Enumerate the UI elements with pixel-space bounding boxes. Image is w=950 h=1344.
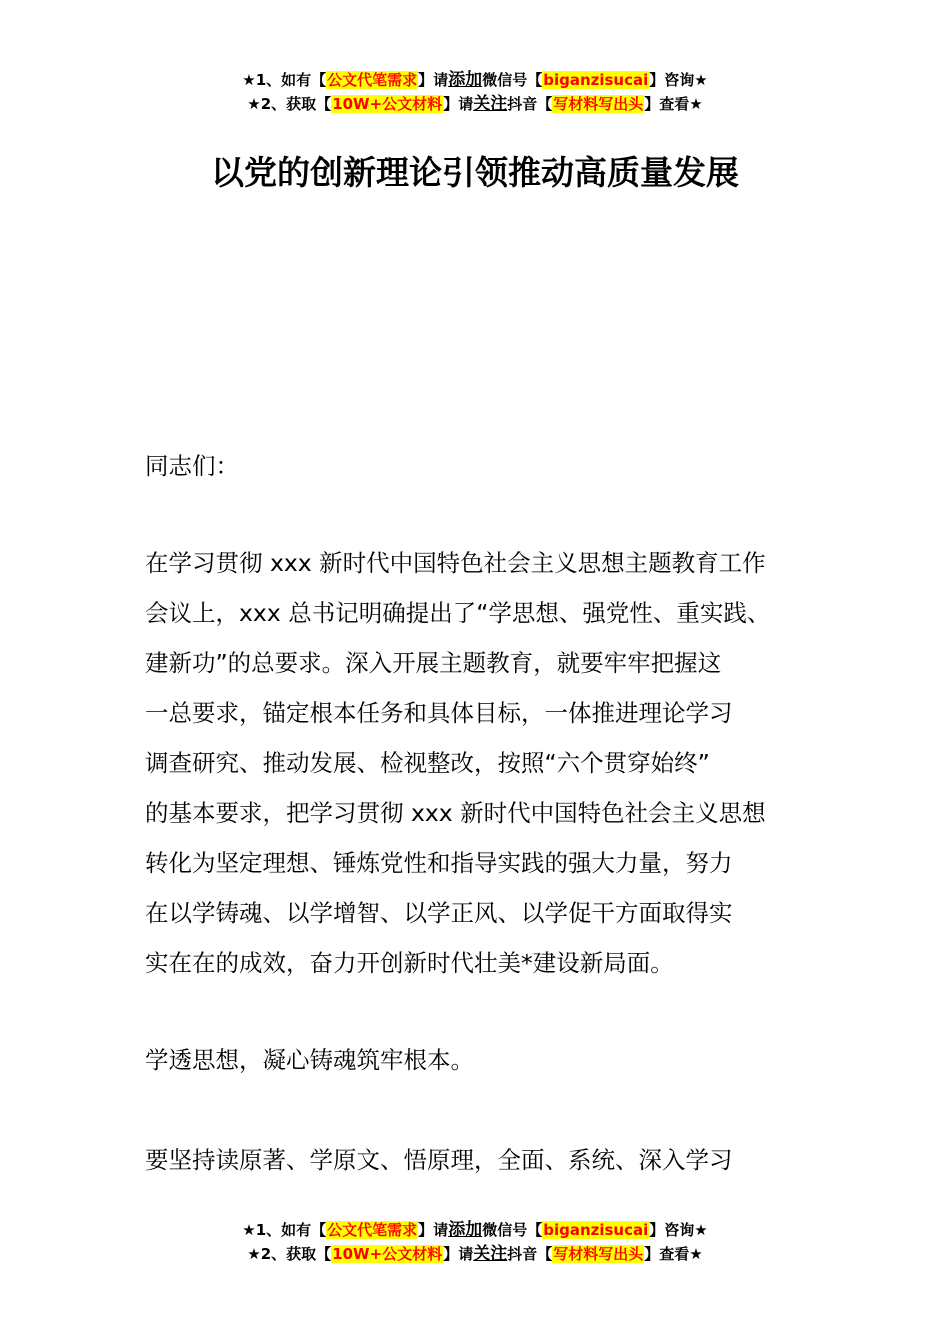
banner-highlight: 公文代笔需求 [327, 71, 418, 89]
banner-emphasis: 关注 [473, 94, 508, 114]
header-banner [0, 68, 950, 116]
paragraph-line: 会议上，xxx 总书记明确提出了“学思想、强党性、重实践、 [145, 599, 771, 627]
paragraph-line: 一总要求，锚定根本任务和具体目标，一体推进理论学习 [145, 699, 733, 727]
banner-text: 】请 [418, 1221, 449, 1239]
banner-highlight: 公文代笔需求 [327, 1221, 418, 1239]
paragraph-line: 实在在的成效，奋力开创新时代壮美*建设新局面。 [145, 949, 674, 977]
paragraph-line: 在学习贯彻 xxx 新时代中国特色社会主义思想主题教育工作 [145, 549, 766, 577]
banner-text: ★1、如有【 [242, 71, 327, 89]
section-heading-text: 学透思想，凝心铸魂筑牢根本。 [145, 1046, 474, 1074]
banner-text: 】查看★ [644, 95, 703, 113]
footer-banner [0, 1218, 950, 1266]
banner-highlight: 10W+公文材料 [332, 95, 443, 113]
paragraph-line: 转化为坚定理想、锤炼党性和指导实践的强大力量，努力 [145, 849, 733, 877]
banner-emphasis: 关注 [473, 1244, 508, 1264]
banner-text: 抖音【 [507, 1245, 553, 1263]
banner-line-2 [0, 1242, 950, 1266]
banner-text: 抖音【 [507, 95, 553, 113]
paragraph-line: 在以学铸魂、以学增智、以学正风、以学促干方面取得实 [145, 899, 733, 927]
banner-highlight: 写材料写出头 [553, 1245, 644, 1263]
paragraph-1 [145, 538, 825, 988]
banner-text: ★2、获取【 [247, 1245, 332, 1263]
banner-line-2 [0, 92, 950, 116]
banner-highlight: biganzisucai [543, 71, 649, 89]
banner-text: 】请 [418, 71, 449, 89]
banner-emphasis: 添加 [448, 1220, 483, 1240]
paragraph-line: 要坚持读原著、学原文、悟原理，全面、系统、深入学习 [145, 1146, 733, 1174]
banner-emphasis: 添加 [448, 70, 483, 90]
banner-text: ★1、如有【 [242, 1221, 327, 1239]
banner-text: 】请 [443, 1245, 474, 1263]
paragraph-2 [145, 1135, 825, 1185]
section-heading [145, 1035, 825, 1085]
banner-text: 】咨询★ [649, 1221, 708, 1239]
document-title: 以党的创新理论引领推动高质量发展 [211, 153, 739, 192]
banner-text: 微信号【 [482, 71, 543, 89]
paragraph-line: 的基本要求，把学习贯彻 xxx 新时代中国特色社会主义思想 [145, 799, 766, 827]
salutation [145, 441, 825, 491]
banner-line-1 [0, 68, 950, 92]
banner-text: 微信号【 [482, 1221, 543, 1239]
paragraph-line: 建新功”的总要求。深入开展主题教育，就要牢牢把握这 [145, 649, 722, 677]
banner-highlight: 10W+公文材料 [332, 1245, 443, 1263]
banner-line-1 [0, 1218, 950, 1242]
banner-text: 】查看★ [644, 1245, 703, 1263]
banner-text: ★2、获取【 [247, 95, 332, 113]
banner-highlight: 写材料写出头 [553, 95, 644, 113]
banner-text: 】咨询★ [649, 71, 708, 89]
banner-highlight: biganzisucai [543, 1221, 649, 1239]
paragraph-line: 调查研究、推动发展、检视整改，按照“六个贯穿始终” [145, 749, 710, 777]
salutation-text: 同志们： [145, 452, 239, 480]
banner-text: 】请 [443, 95, 474, 113]
